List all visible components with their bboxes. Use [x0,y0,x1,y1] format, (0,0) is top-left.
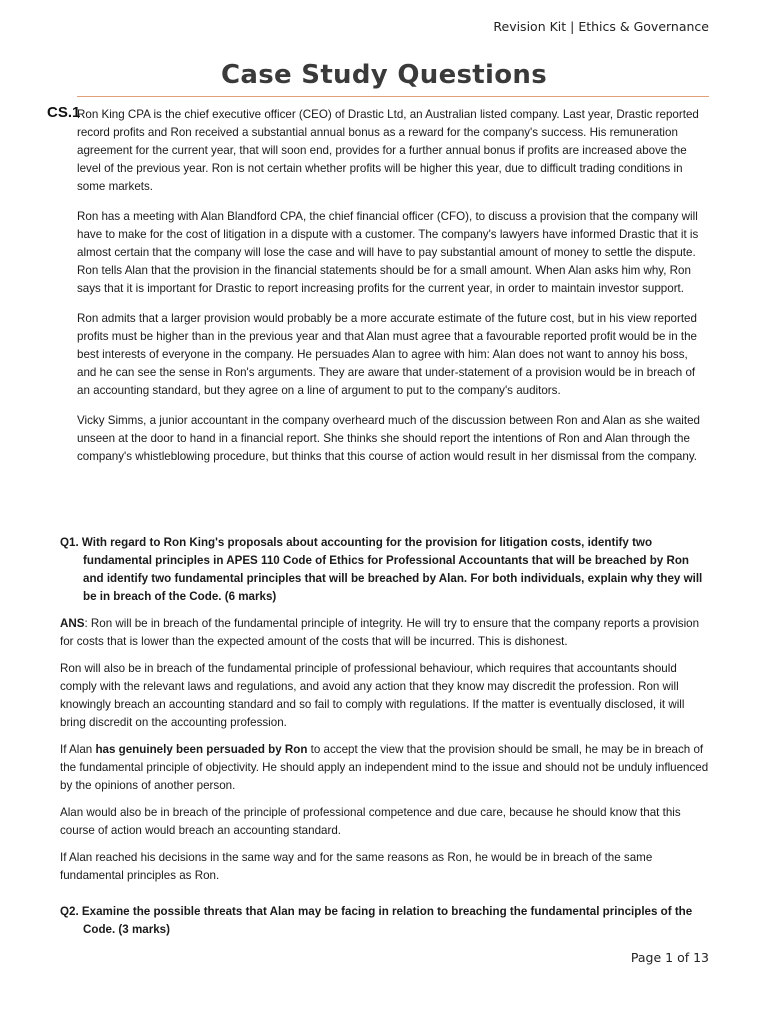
question-1-label: Q1. [60,536,79,549]
answer-paragraph: Alan would also be in breach of the principle of professional competence and due care, because he should know that this course of action would breach an accounting standard. [60,806,681,837]
answer-paragraph: Ron will also be in breach of the fundamental principle of professional behaviour, which requires that accountants should comply with the relevant laws and regulations, and avoid any action that they know may discredit the profession. Ron will knowingly breach an accounting standard and so fail to comply with regulations. If the matter is eventually disclosed, it will bring discredit on the accounting profession. [60,662,685,729]
case-paragraph: Ron has a meeting with Alan Blandford CPA, the chief financial officer (CFO), to discuss a provision that the company will have to make for the cost of litigation in a dispute with a customer. The company's lawyers have informed Drastic that it is almost certain that the company will lose the case and will have to pay substantial amount of money to settle the dispute. Ron tells Alan that the provision in the financial statements should be for a small amount. When Alan asks him why, Ron says that it is important for Drastic to report increasing profits for the current year, in order to maintain investor support. [77,210,699,295]
page-number: Page 1 of 13 [630,950,709,965]
answer-text: : Ron will be in breach of the fundamental principle of integrity. He will try to ensure that the company reports a provision for costs that is lower than the expected amount of the costs that will be incurred. This is dishonest. [60,617,700,648]
answer-paragraph: If Alan reached his decisions in the same way and for the same reasons as Ron, he would be in breach of the same fundamental principles as Ron. [60,851,653,882]
page-title: Case Study Questions [221,60,547,90]
answer-text: If Alan [60,743,96,756]
case-paragraph: Ron admits that a larger provision would probably be a more accurate estimate of the future cost, but in his view reported profits must be higher than in the previous year and that Alan must agree that a favourable reported profit would be in the best interests of everyone in the company. He persuades Alan to agree with him: Alan does not want to annoy his boss, and he can see the sense in Ron's arguments. They are aware that under-statement of a provision would be in breach of an accounting standard, but they agree on a line of argument to put to the company's auditors. [77,312,697,397]
question-1 [60,534,710,606]
title-divider [77,96,709,97]
answer-emphasis: has genuinely been persuaded by Ron [95,743,308,756]
question-answer-section [60,534,710,948]
question-2 [60,903,710,939]
question-2-label: Q2. [60,905,79,918]
case-paragraph: Ron King CPA is the chief executive officer (CEO) of Drastic Ltd, an Australian listed company. Last year, Drastic reported record profits and Ron received a substantial annual bonus as a reward for the company's success. His remuneration agreement for the current year, that will soon end, provides for a further annual bonus if profits are increased above the level of the previous year. Ron is not certain whether profits will be higher this year, due to difficult trading conditions in some markets. [77,108,699,193]
answer-paragraph [60,741,710,795]
question-1-text: With regard to Ron King's proposals about accounting for the provision for litigation costs, identify two fundamental principles in APES 110 Code of Ethics for Professional Accountants that will be breached by Ron and identify two fundamental principles that will be breached by Alan. For both individuals, explain why they will be in breach of the Code. (6 marks) [81,536,703,603]
answer-paragraph [60,615,710,651]
running-header: Revision Kit | Ethics & Governance [493,19,709,34]
question-2-text: Examine the possible threats that Alan may be facing in relation to breaching the fundamental principles of the Code. (3 marks) [81,905,693,936]
case-study-body [77,106,709,478]
answer-label: ANS [60,617,85,630]
case-study-label: CS.1 [47,104,81,121]
answer-text: to accept the view that the provision should be small, he may be in breach of the fundamental principle of objectivity. He should apply an independent mind to the issue and should not be unduly influenced by the opinions of another person. [60,743,709,792]
case-paragraph: Vicky Simms, a junior accountant in the company overheard much of the discussion between Ron and Alan as she waited unseen at the door to hand in a financial report. She thinks she should report the intentions of Ron and Alan through the company's whistleblowing procedure, but thinks that this course of action would result in her dismissal from the company. [77,414,700,463]
